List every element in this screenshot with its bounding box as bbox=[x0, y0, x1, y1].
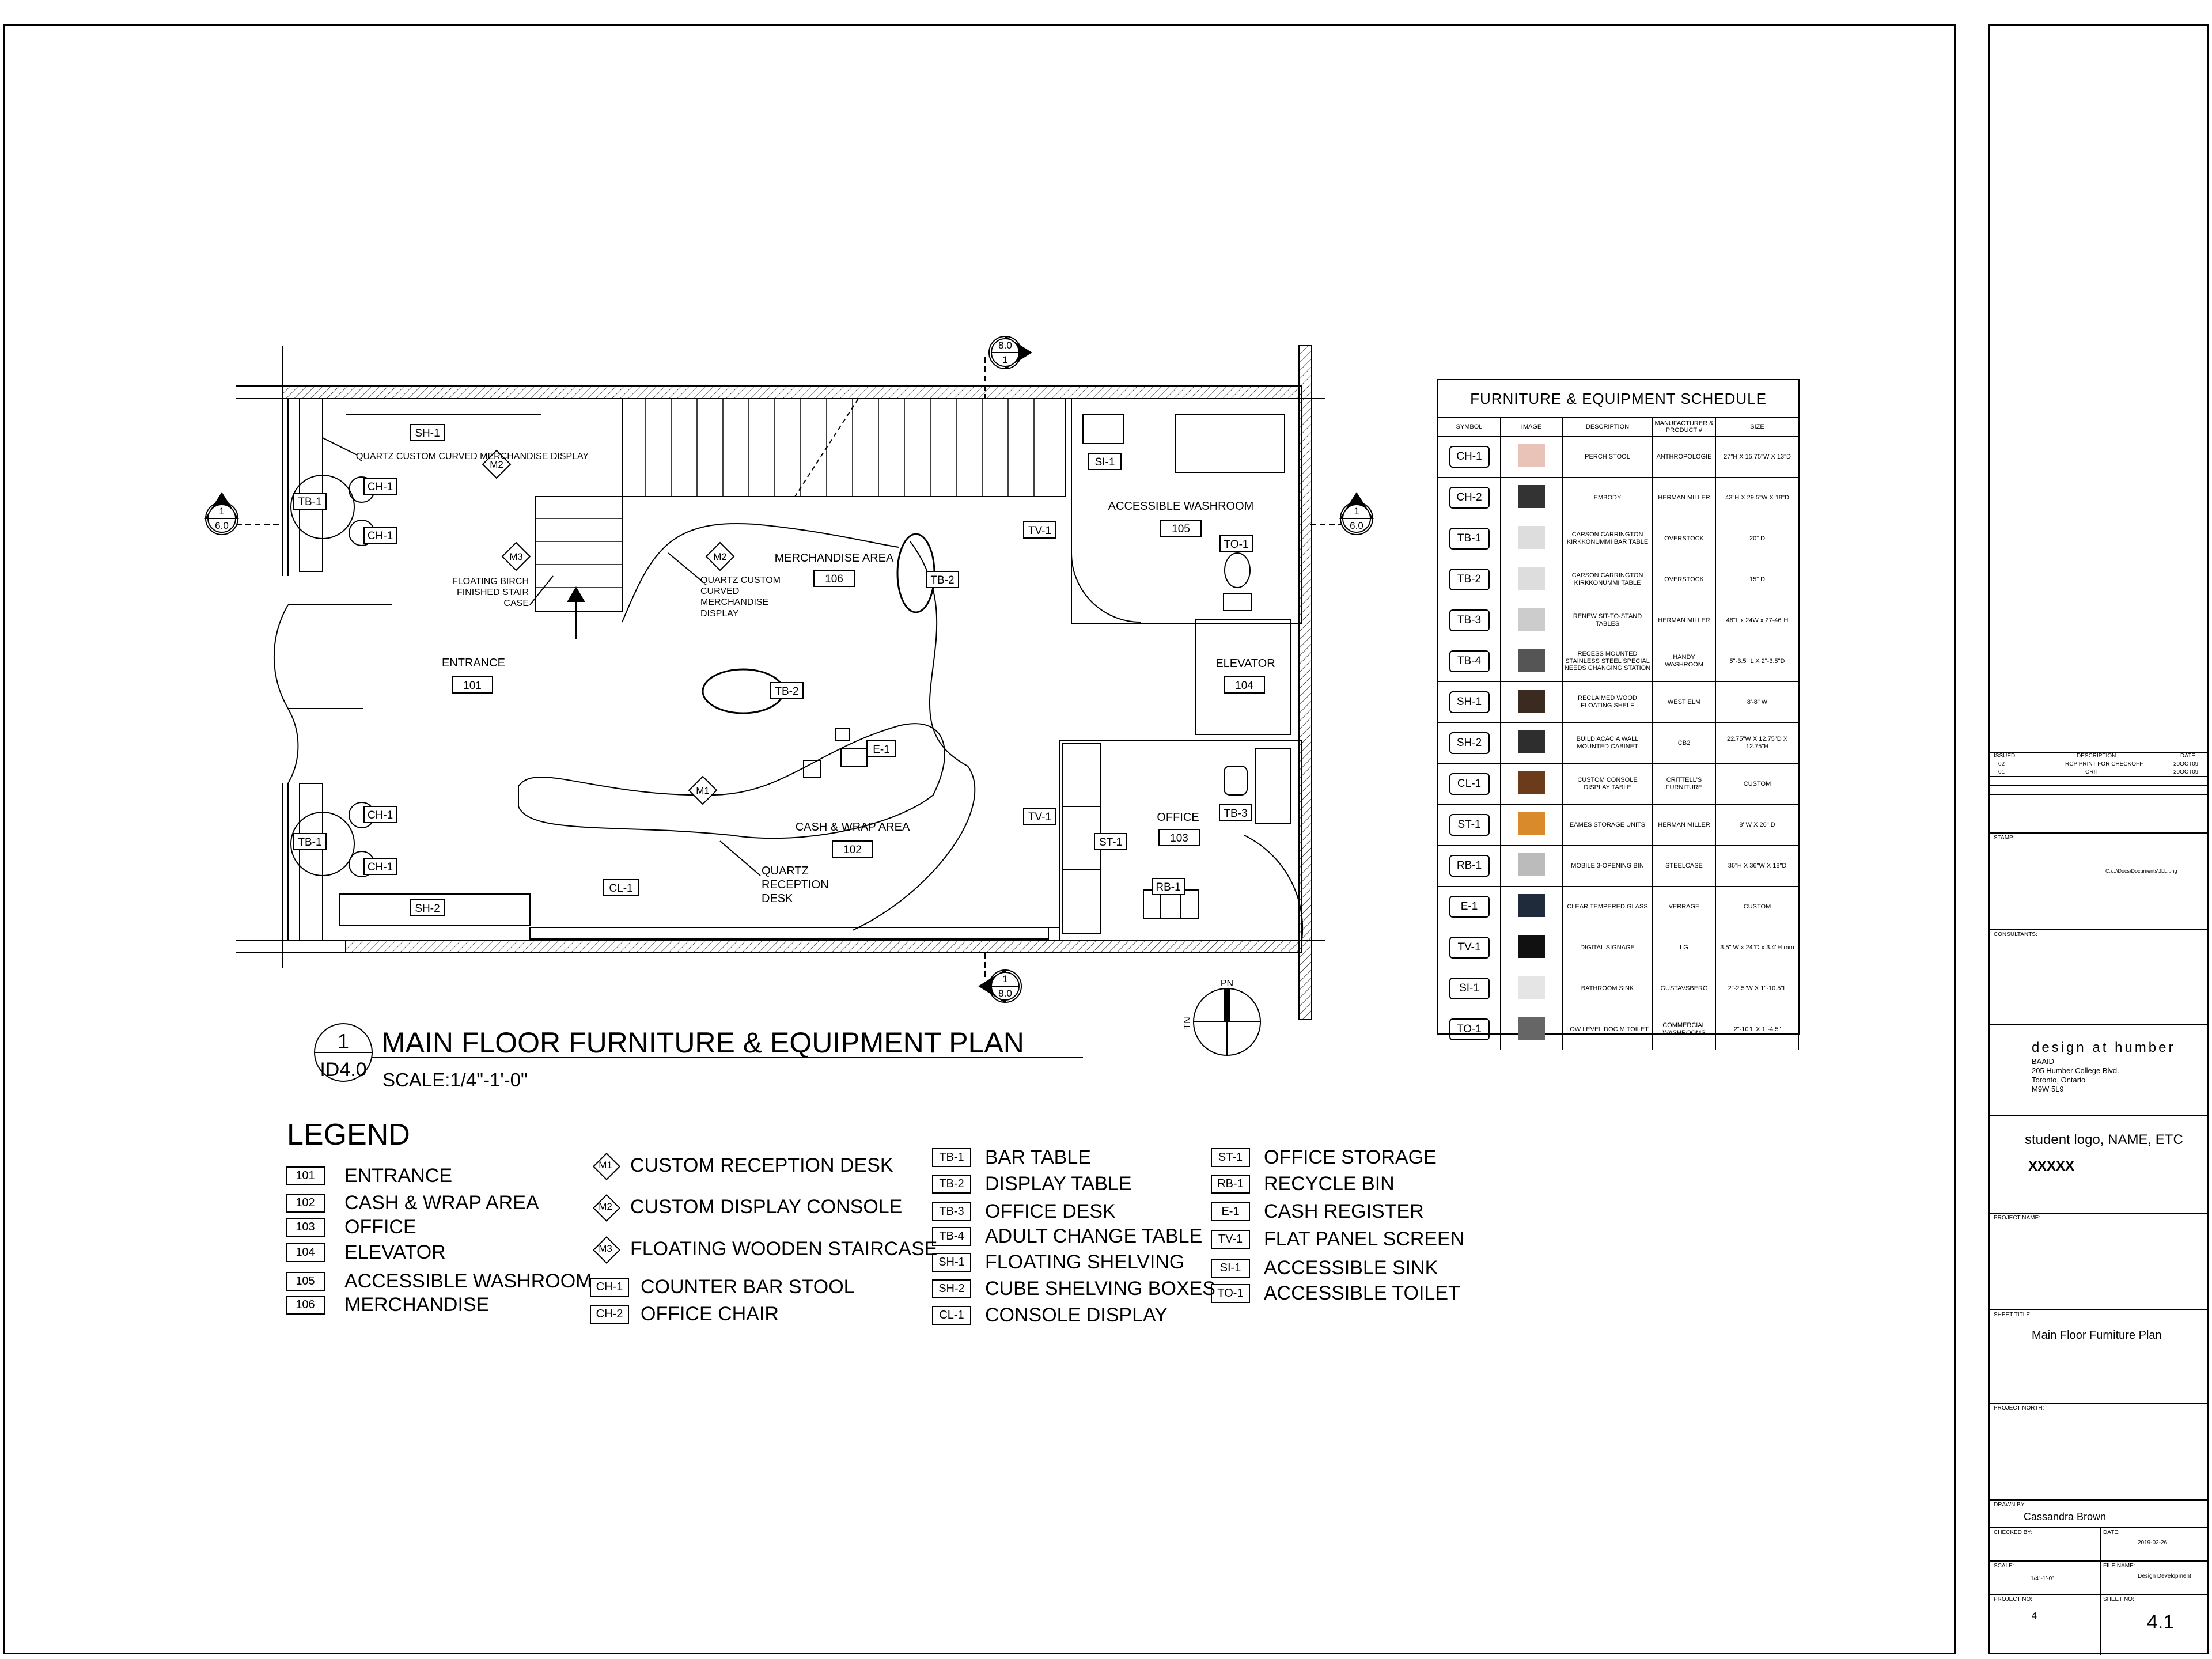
issued-row-2-date: 20OCT09 bbox=[2173, 769, 2199, 775]
issued-header-date: DATE bbox=[2180, 753, 2195, 759]
plan-scale: SCALE:1/4"-1'-0" bbox=[382, 1069, 528, 1090]
schedule-row bbox=[1438, 600, 1799, 641]
room-num-101: 101 bbox=[463, 680, 482, 692]
schedule-row bbox=[1438, 478, 1799, 518]
schedule-description: DIGITAL SIGNAGE bbox=[1580, 944, 1635, 951]
legend-tb-2: TB-2 DISPLAY TABLE bbox=[932, 1173, 1132, 1195]
north-arrow bbox=[1194, 988, 1260, 1055]
legend-ch-2: CH-2 OFFICE CHAIR bbox=[590, 1303, 779, 1325]
schedule-row bbox=[1438, 1009, 1799, 1050]
schedule-description: LOW LEVEL DOC M TOILET bbox=[1566, 1025, 1649, 1033]
sheet-title: Main Floor Furniture Plan bbox=[2032, 1329, 2162, 1342]
checked-by-label: CHECKED BY: bbox=[1994, 1529, 2033, 1536]
schedule-header-image: IMAGE bbox=[1501, 418, 1563, 437]
schedule-body bbox=[1438, 437, 1799, 1050]
schedule-description: CARSON CARRINGTON KIRKKONUMMI BAR TABLE bbox=[1566, 531, 1649, 546]
note-m1: QUARTZ RECEPTION DESK bbox=[762, 865, 829, 905]
schedule-size: 2"-10"L X 1"-4.5" bbox=[1733, 1025, 1781, 1033]
schedule-symbol: TB-1 bbox=[1449, 528, 1490, 550]
address-line-4: M9W 5L9 bbox=[2032, 1085, 2064, 1093]
schedule-description: CUSTOM CONSOLE DISPLAY TABLE bbox=[1577, 777, 1638, 791]
schedule-size: 43"H X 29.5"W X 18"D bbox=[1725, 494, 1789, 501]
address-line-2: 205 Humber College Blvd. bbox=[2032, 1066, 2119, 1075]
schedule-symbol: SH-2 bbox=[1449, 732, 1490, 754]
schedule-product-image bbox=[1518, 649, 1545, 672]
legend-to-1: TO-1 ACCESSIBLE TOILET bbox=[1211, 1282, 1460, 1305]
schedule-size: 8'-8" W bbox=[1747, 698, 1768, 706]
tag-ch-1-b: CH-1 bbox=[367, 530, 393, 542]
schedule-size: 5"-3.5" L X 2"-3.5"D bbox=[1729, 657, 1785, 665]
drawn-by: Cassandra Brown bbox=[2024, 1511, 2107, 1522]
issued-row-1-desc: RCP PRINT FOR CHECKOFF bbox=[2065, 761, 2143, 767]
schedule-description: CARSON CARRINGTON KIRKKONUMMI TABLE bbox=[1571, 572, 1643, 586]
section-c-top: 1 bbox=[219, 506, 225, 517]
tag-tv-1-office: TV-1 bbox=[1028, 811, 1052, 823]
schedule-row bbox=[1438, 764, 1799, 805]
schedule-product-image bbox=[1518, 485, 1545, 508]
schedule-manufacturer: VERRAGE bbox=[1668, 903, 1700, 910]
schedule-row bbox=[1438, 682, 1799, 723]
room-name-elevator: ELEVATOR bbox=[1215, 657, 1275, 670]
schedule-symbol: E-1 bbox=[1449, 896, 1490, 918]
schedule-product-image bbox=[1518, 976, 1545, 999]
schedule-product-image bbox=[1518, 526, 1545, 549]
drawn-by-label: DRAWN BY: bbox=[1994, 1502, 2026, 1508]
legend-room-105: 105 ACCESSIBLE WASHROOM bbox=[286, 1270, 592, 1293]
tag-sh-1: SH-1 bbox=[415, 427, 440, 440]
legend-m1: M1 CUSTOM RECEPTION DESK bbox=[592, 1152, 893, 1179]
legend-m3: M3 FLOATING WOODEN STAIRCASE bbox=[592, 1236, 937, 1262]
legend-m2: M2 CUSTOM DISPLAY CONSOLE bbox=[592, 1194, 902, 1220]
tag-sh-2: SH-2 bbox=[415, 903, 440, 915]
tag-tb-2-center: TB-2 bbox=[775, 685, 799, 698]
tag-st-1: ST-1 bbox=[1099, 836, 1123, 849]
project-no-label: PROJECT NO: bbox=[1994, 1596, 2033, 1603]
legend-e-1: E-1 CASH REGISTER bbox=[1211, 1200, 1424, 1223]
room-name-office: OFFICE bbox=[1157, 811, 1199, 824]
north-pn: PN bbox=[1220, 979, 1234, 988]
stamp-image-path: C:\...\Docs\Documents\JLL.png bbox=[2105, 868, 2177, 874]
tag-ch-1-c: CH-1 bbox=[367, 809, 393, 821]
schedule-manufacturer: CB2 bbox=[1677, 739, 1691, 747]
placeholder-xxxxx: XXXXX bbox=[2028, 1158, 2075, 1174]
schedule-manufacturer: LG bbox=[1680, 944, 1688, 951]
schedule-symbol: CH-2 bbox=[1449, 487, 1490, 509]
sheet-no: 4.1 bbox=[2147, 1611, 2175, 1633]
schedule-description: BUILD ACACIA WALL MOUNTED CABINET bbox=[1576, 736, 1639, 750]
schedule-size: 3.5" W x 24"D x 3.4"H mm bbox=[1720, 944, 1794, 951]
section-d-top: 1 bbox=[1354, 506, 1359, 517]
legend-tb-3: TB-3 OFFICE DESK bbox=[932, 1200, 1116, 1223]
file-name: Design Development bbox=[2138, 1573, 2191, 1580]
legend-room-104: 104 ELEVATOR bbox=[286, 1241, 446, 1264]
schedule-product-image bbox=[1518, 444, 1545, 467]
schedule-description: PERCH STOOL bbox=[1585, 453, 1630, 460]
legend-st-1: ST-1 OFFICE STORAGE bbox=[1211, 1146, 1437, 1169]
schedule-symbol: SI-1 bbox=[1449, 978, 1490, 999]
student-logo-text: student logo, NAME, ETC bbox=[2025, 1132, 2183, 1147]
room-num-102: 102 bbox=[843, 844, 862, 856]
project-name-label: PROJECT NAME: bbox=[1994, 1215, 2040, 1221]
marker-m3: M3 bbox=[509, 551, 523, 562]
schedule-header-manufacturer: MANUFACTURER & PRODUCT # bbox=[1653, 418, 1716, 437]
file-name-label: FILE NAME: bbox=[2103, 1563, 2135, 1569]
right-wall bbox=[1299, 346, 1312, 1020]
schedule-manufacturer: HANDY WASHROOM bbox=[1665, 654, 1703, 668]
legend-si-1: SI-1 ACCESSIBLE SINK bbox=[1211, 1257, 1438, 1279]
schedule-product-image bbox=[1518, 730, 1545, 753]
legend-tb-1: TB-1 BAR TABLE bbox=[932, 1146, 1091, 1169]
schedule-description: EAMES STORAGE UNITS bbox=[1569, 821, 1646, 828]
firm-name: design at humber bbox=[2032, 1040, 2176, 1055]
schedule-manufacturer: WEST ELM bbox=[1667, 698, 1701, 706]
sheet-title-label: SHEET TITLE: bbox=[1994, 1312, 2032, 1318]
schedule-title: FURNITURE & EQUIPMENT SCHEDULE bbox=[1470, 389, 1767, 407]
room-num-105: 105 bbox=[1172, 523, 1190, 535]
legend-cl-1: CL-1 CONSOLE DISPLAY bbox=[932, 1304, 1168, 1327]
section-d-bottom: 6.0 bbox=[1350, 520, 1363, 531]
schedule-manufacturer: STEELCASE bbox=[1665, 862, 1703, 869]
bottom-wall bbox=[346, 940, 1302, 953]
schedule-manufacturer: CRITTELL'S FURNITURE bbox=[1665, 777, 1703, 791]
project-no: 4 bbox=[2032, 1611, 2037, 1621]
section-a-top: 8.0 bbox=[998, 340, 1012, 351]
issued-row-2-desc: CRIT bbox=[2085, 769, 2099, 775]
address-line-3: Toronto, Ontario bbox=[2032, 1075, 2086, 1084]
marker-m1: M1 bbox=[696, 785, 710, 796]
schedule-size: CUSTOM bbox=[1743, 780, 1771, 787]
stamp-label: STAMP: bbox=[1994, 835, 2015, 841]
schedule-manufacturer: ANTHROPOLOGIE bbox=[1656, 453, 1712, 460]
issued-row-1-date: 20OCT09 bbox=[2173, 761, 2199, 767]
schedule-manufacturer: GUSTAVSBERG bbox=[1660, 984, 1708, 992]
schedule-size: CUSTOM bbox=[1743, 903, 1771, 910]
schedule-row bbox=[1438, 805, 1799, 846]
schedule-description: RECLAIMED WOOD FLOATING SHELF bbox=[1578, 695, 1637, 709]
scale-label: SCALE: bbox=[1994, 1563, 2014, 1569]
schedule-product-image bbox=[1518, 1017, 1545, 1040]
schedule-row bbox=[1438, 723, 1799, 764]
schedule-row bbox=[1438, 559, 1799, 600]
schedule-row bbox=[1438, 641, 1799, 682]
section-b-top: 1 bbox=[1002, 974, 1008, 984]
schedule-product-image bbox=[1518, 771, 1545, 794]
legend-room-102: 102 CASH & WRAP AREA bbox=[286, 1192, 539, 1214]
schedule-row bbox=[1438, 846, 1799, 887]
section-c-bottom: 6.0 bbox=[215, 520, 229, 531]
plan-title-sheet: ID4.0 bbox=[320, 1059, 367, 1081]
schedule-manufacturer: HERMAN MILLER bbox=[1658, 616, 1710, 624]
schedule-header-symbol: SYMBOL bbox=[1438, 418, 1501, 437]
section-a-bottom: 1 bbox=[1002, 354, 1008, 365]
schedule-size: 27"H X 15.75"W X 13"D bbox=[1724, 453, 1791, 460]
schedule-row bbox=[1438, 927, 1799, 968]
schedule-size: 36"H X 36"W X 18"D bbox=[1728, 862, 1787, 869]
schedule-row bbox=[1438, 968, 1799, 1009]
schedule-manufacturer: HERMAN MILLER bbox=[1658, 494, 1710, 501]
schedule-description: EMBODY bbox=[1593, 494, 1622, 501]
tag-tb-2-merch: TB-2 bbox=[930, 574, 955, 586]
note-m2-top: QUARTZ CUSTOM CURVED MERCHANDISE DISPLAY bbox=[356, 452, 589, 461]
north-tn: TN bbox=[1183, 1017, 1192, 1029]
schedule-product-image bbox=[1518, 894, 1545, 917]
schedule-size: 48"L x 24W x 27-46"H bbox=[1726, 616, 1789, 624]
tag-si-1: SI-1 bbox=[1094, 456, 1115, 468]
schedule-manufacturer: OVERSTOCK bbox=[1664, 575, 1704, 583]
schedule-symbol: RB-1 bbox=[1449, 855, 1490, 877]
schedule-manufacturer: OVERSTOCK bbox=[1664, 535, 1704, 542]
room-name-merchandise: MERCHANDISE AREA bbox=[774, 552, 894, 565]
room-num-103: 103 bbox=[1170, 832, 1188, 844]
tag-ch-1-d: CH-1 bbox=[367, 861, 393, 873]
date-label: DATE: bbox=[2103, 1529, 2120, 1536]
consultants-label: CONSULTANTS: bbox=[1994, 931, 2037, 938]
staircase bbox=[622, 399, 1066, 497]
room-name-cash-wrap: CASH & WRAP AREA bbox=[795, 821, 910, 834]
legend-sh-1: SH-1 FLOATING SHELVING bbox=[932, 1251, 1184, 1274]
tag-tb-3: TB-3 bbox=[1224, 808, 1248, 820]
tag-ch-1-a: CH-1 bbox=[367, 481, 393, 493]
legend-room-103: 103 OFFICE bbox=[286, 1216, 416, 1238]
schedule-symbol: TB-3 bbox=[1449, 609, 1490, 631]
schedule-manufacturer: HERMAN MILLER bbox=[1658, 821, 1710, 828]
schedule-product-image bbox=[1518, 690, 1545, 713]
schedule-header-description: DESCRIPTION bbox=[1563, 418, 1653, 437]
tag-e-1: E-1 bbox=[873, 744, 890, 756]
address-line-1: BAAID bbox=[2032, 1057, 2055, 1066]
schedule-description: CLEAR TEMPERED GLASS bbox=[1567, 903, 1648, 910]
schedule-symbol: ST-1 bbox=[1449, 814, 1490, 836]
project-north-label: PROJECT NORTH: bbox=[1994, 1405, 2044, 1411]
schedule-header-size: SIZE bbox=[1716, 418, 1799, 437]
plan-title-number: 1 bbox=[337, 1029, 350, 1053]
note-m3: FLOATING BIRCH FINISHED STAIR CASE bbox=[452, 577, 529, 609]
room-num-104: 104 bbox=[1235, 680, 1253, 692]
plan-title: MAIN FLOOR FURNITURE & EQUIPMENT PLAN bbox=[381, 1027, 1024, 1059]
room-name-washroom: ACCESSIBLE WASHROOM bbox=[1108, 500, 1254, 513]
title-block bbox=[1988, 24, 2209, 1654]
schedule-description: BATHROOM SINK bbox=[1581, 984, 1634, 992]
tag-to-1: TO-1 bbox=[1224, 539, 1249, 551]
schedule-symbol: TB-2 bbox=[1449, 569, 1490, 590]
schedule-size: 8' W X 26" D bbox=[1739, 821, 1775, 828]
sheet-no-label: SHEET NO: bbox=[2103, 1596, 2134, 1603]
tag-tb-1-bottom: TB-1 bbox=[298, 836, 322, 849]
legend-heading: LEGEND bbox=[287, 1118, 410, 1152]
room-name-entrance: ENTRANCE bbox=[441, 657, 506, 669]
schedule-row bbox=[1438, 437, 1799, 478]
schedule-product-image bbox=[1518, 567, 1545, 590]
legend-sh-2: SH-2 CUBE SHELVING BOXES bbox=[932, 1278, 1215, 1300]
tag-rb-1: RB-1 bbox=[1156, 881, 1181, 893]
schedule-manufacturer: COMMERCIAL WASHROOMS bbox=[1662, 1022, 1706, 1036]
schedule-product-image bbox=[1518, 608, 1545, 631]
schedule-symbol: CL-1 bbox=[1449, 773, 1490, 795]
schedule-product-image bbox=[1518, 853, 1545, 876]
schedule-description: MOBILE 3-OPENING BIN bbox=[1571, 862, 1644, 869]
schedule-product-image bbox=[1518, 935, 1545, 958]
tag-tv-1-merch: TV-1 bbox=[1028, 525, 1052, 537]
issued-row-1-no: 02 bbox=[1998, 761, 2005, 767]
note-m2-mid: QUARTZ CUSTOM CURVED MERCHANDISE DISPLAY bbox=[700, 575, 781, 619]
schedule-row bbox=[1438, 887, 1799, 927]
room-num-106: 106 bbox=[825, 573, 843, 585]
schedule-symbol: TO-1 bbox=[1449, 1018, 1490, 1040]
legend-room-101: 101 ENTRANCE bbox=[286, 1165, 452, 1187]
schedule-description: RENEW SIT-TO-STAND TABLES bbox=[1573, 613, 1642, 627]
issued-row-2-no: 01 bbox=[1998, 769, 2005, 775]
scale-value: 1/4"-1'-0" bbox=[2031, 1575, 2054, 1582]
schedule-size: 20" D bbox=[1749, 535, 1766, 542]
schedule-symbol: CH-1 bbox=[1449, 446, 1490, 468]
schedule-row bbox=[1438, 518, 1799, 559]
legend-room-106: 106 MERCHANDISE bbox=[286, 1294, 489, 1316]
schedule-product-image bbox=[1518, 812, 1545, 835]
date-value: 2019-02-26 bbox=[2138, 1540, 2168, 1546]
schedule-size: 22.75"W X 12.75"D X 12.75"H bbox=[1727, 736, 1788, 750]
schedule-size: 2"-2.5"W X 1"-10.5"L bbox=[1728, 984, 1787, 992]
schedule-size: 15" D bbox=[1749, 575, 1766, 583]
legend-tv-1: TV-1 FLAT PANEL SCREEN bbox=[1211, 1228, 1464, 1251]
tag-tb-1-top: TB-1 bbox=[298, 496, 322, 508]
tag-cl-1: CL-1 bbox=[609, 882, 633, 895]
legend-ch-1: CH-1 COUNTER BAR STOOL bbox=[590, 1276, 855, 1298]
marker-m2-top: M2 bbox=[490, 459, 503, 470]
marker-m2-mid: M2 bbox=[713, 551, 727, 562]
legend-tb-4: TB-4 ADULT CHANGE TABLE bbox=[932, 1225, 1202, 1248]
schedule-description: RECESS MOUNTED STAINLESS STEEL SPECIAL NEEDS CHANGING STATION bbox=[1564, 650, 1651, 672]
schedule-symbol: TB-4 bbox=[1449, 650, 1490, 672]
schedule-symbol: TV-1 bbox=[1449, 937, 1490, 959]
issued-header-desc: DESCRIPTION bbox=[2077, 753, 2116, 759]
section-b-bottom: 8.0 bbox=[998, 988, 1012, 999]
issued-header-no: ISSUED bbox=[1994, 753, 2016, 759]
schedule-symbol: SH-1 bbox=[1449, 691, 1490, 713]
top-wall bbox=[282, 386, 1302, 399]
furniture-schedule bbox=[1437, 379, 1800, 1035]
legend-rb-1: RB-1 RECYCLE BIN bbox=[1211, 1173, 1395, 1195]
